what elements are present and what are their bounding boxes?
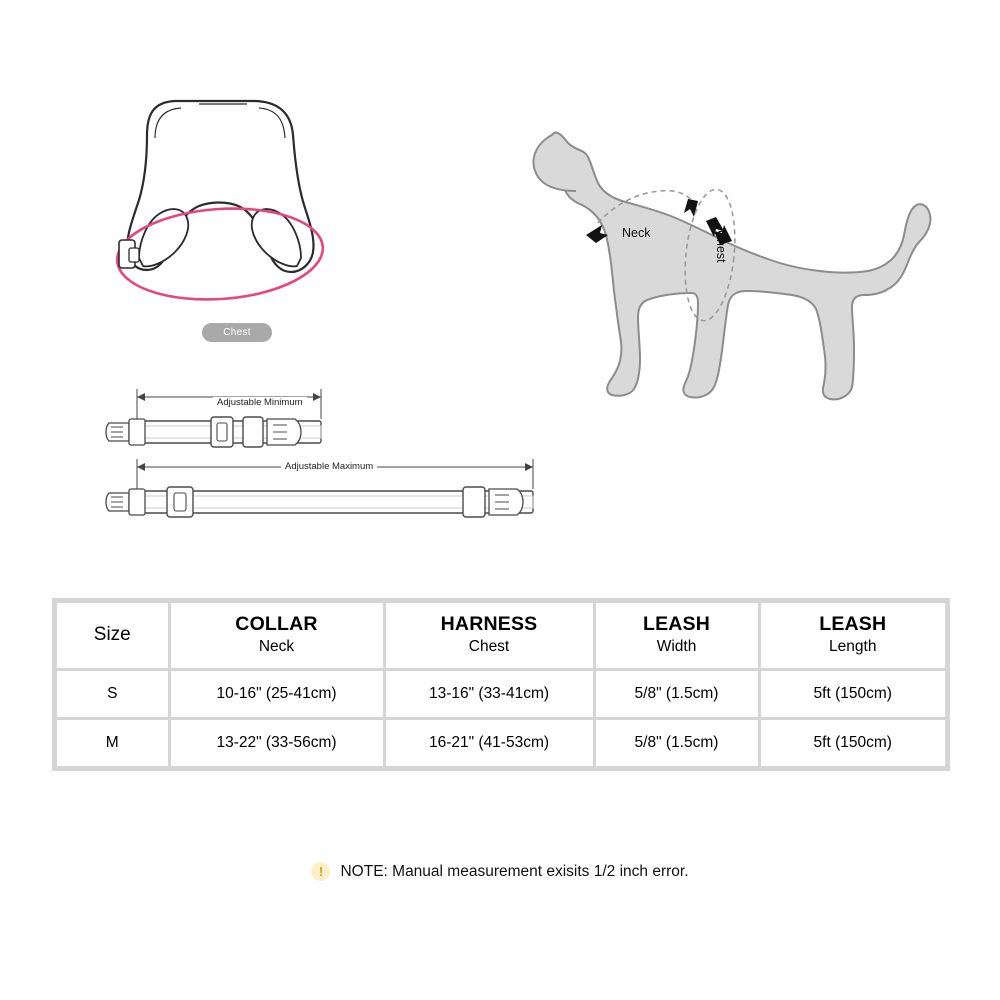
- dog-chest-label: Chest: [714, 230, 728, 263]
- column-header-leash-length: LEASH Length: [759, 603, 945, 670]
- cell-collar-neck: 10-16" (25-41cm): [169, 670, 384, 719]
- dog-neck-label: Neck: [622, 226, 651, 240]
- adjustable-minimum-label: Adjustable Minimum: [213, 397, 307, 408]
- table-row: [57, 719, 945, 767]
- column-header-leash-width: LEASH Width: [594, 603, 759, 670]
- note-row: [0, 862, 1000, 881]
- table-header-row: [57, 603, 945, 670]
- column-header-size-text: Size: [93, 623, 131, 645]
- cell-leash-width: 5/8" (1.5cm): [594, 719, 759, 767]
- cell-leash-length: 5ft (150cm): [813, 734, 892, 751]
- cell-collar-neck: 13-22" (33-56cm): [169, 719, 384, 767]
- column-header-harness: HARNESS Chest: [384, 603, 594, 670]
- cell-size: M: [57, 719, 169, 767]
- cell-size: S: [57, 670, 169, 719]
- exclamation-icon: !: [311, 862, 330, 881]
- cell-harness-chest: 13-16" (33-41cm): [384, 670, 594, 719]
- note-text: NOTE: Manual measurement exisits 1/2 inch error.: [340, 862, 689, 880]
- column-header-size: [57, 603, 169, 670]
- size-table: [52, 598, 950, 771]
- strap-illustrations: [95, 375, 565, 535]
- cell-leash-length: 5ft (150cm): [759, 670, 945, 719]
- table-row: [57, 670, 945, 719]
- column-header-collar: COLLAR Neck: [169, 603, 384, 670]
- cell-harness-chest: 16-21" (41-53cm): [384, 719, 594, 767]
- harness-chest-label: Chest: [202, 323, 272, 342]
- cell-leash-width: 5/8" (1.5cm): [594, 670, 759, 719]
- adjustable-maximum-label: Adjustable Maximum: [281, 461, 377, 472]
- dog-illustration: [510, 95, 950, 445]
